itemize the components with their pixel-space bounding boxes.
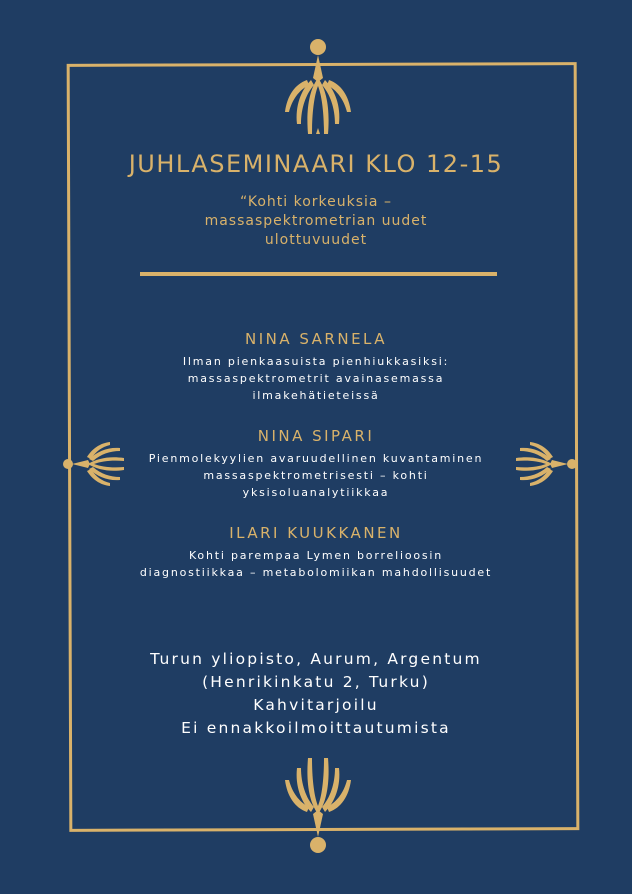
speaker-block xyxy=(0,524,632,581)
talk-title-line: ilmakehätieteissä xyxy=(252,389,380,402)
venue-line: Turun yliopisto, Aurum, Argentum xyxy=(150,650,482,668)
registration-line: Ei ennakkoilmoittautumista xyxy=(181,719,451,737)
speaker-block xyxy=(0,427,632,501)
top-fan-ornament-icon xyxy=(283,38,353,134)
talk-title-line: massaspektrometrit avainasemassa xyxy=(187,372,445,385)
subtitle-line: ulottuvuudet xyxy=(264,232,368,248)
talk-title-line: Kohti parempaa Lymen borrelioosin xyxy=(188,549,444,562)
speaker-name: NINA SIPARI xyxy=(257,427,375,445)
subtitle-line: “Kohti korkeuksia – xyxy=(240,194,392,210)
subtitle-line: massaspektrometrian uudet xyxy=(204,213,428,229)
speaker-name: NINA SARNELA xyxy=(244,330,388,348)
talk-title-line: massaspektrometrisesti – kohti xyxy=(203,469,429,482)
talk-title-line: diagnostiikkaa – metabolomiikan mahdollisuudet xyxy=(139,566,493,579)
talk-title-line: Ilman pienkaasuista pienhiukkasiksi: xyxy=(182,355,450,368)
talk-title-line: Pienmolekyylien avaruudellinen kuvantaminen xyxy=(148,452,484,465)
speaker-block xyxy=(0,330,632,404)
seminar-title: JUHLASEMINAARI KLO 12-15 xyxy=(128,150,504,178)
speaker-name: ILARI KUUKKANEN xyxy=(229,524,403,542)
venue-info xyxy=(0,648,632,740)
bottom-fan-ornament-icon xyxy=(283,758,353,854)
address-line: (Henrikinkatu 2, Turku) xyxy=(202,673,430,691)
refreshments-line: Kahvitarjoilu xyxy=(253,696,379,714)
seminar-subtitle xyxy=(0,193,632,250)
divider-rule xyxy=(140,272,497,276)
talk-title-line: yksisoluanalytiikkaa xyxy=(242,486,390,499)
